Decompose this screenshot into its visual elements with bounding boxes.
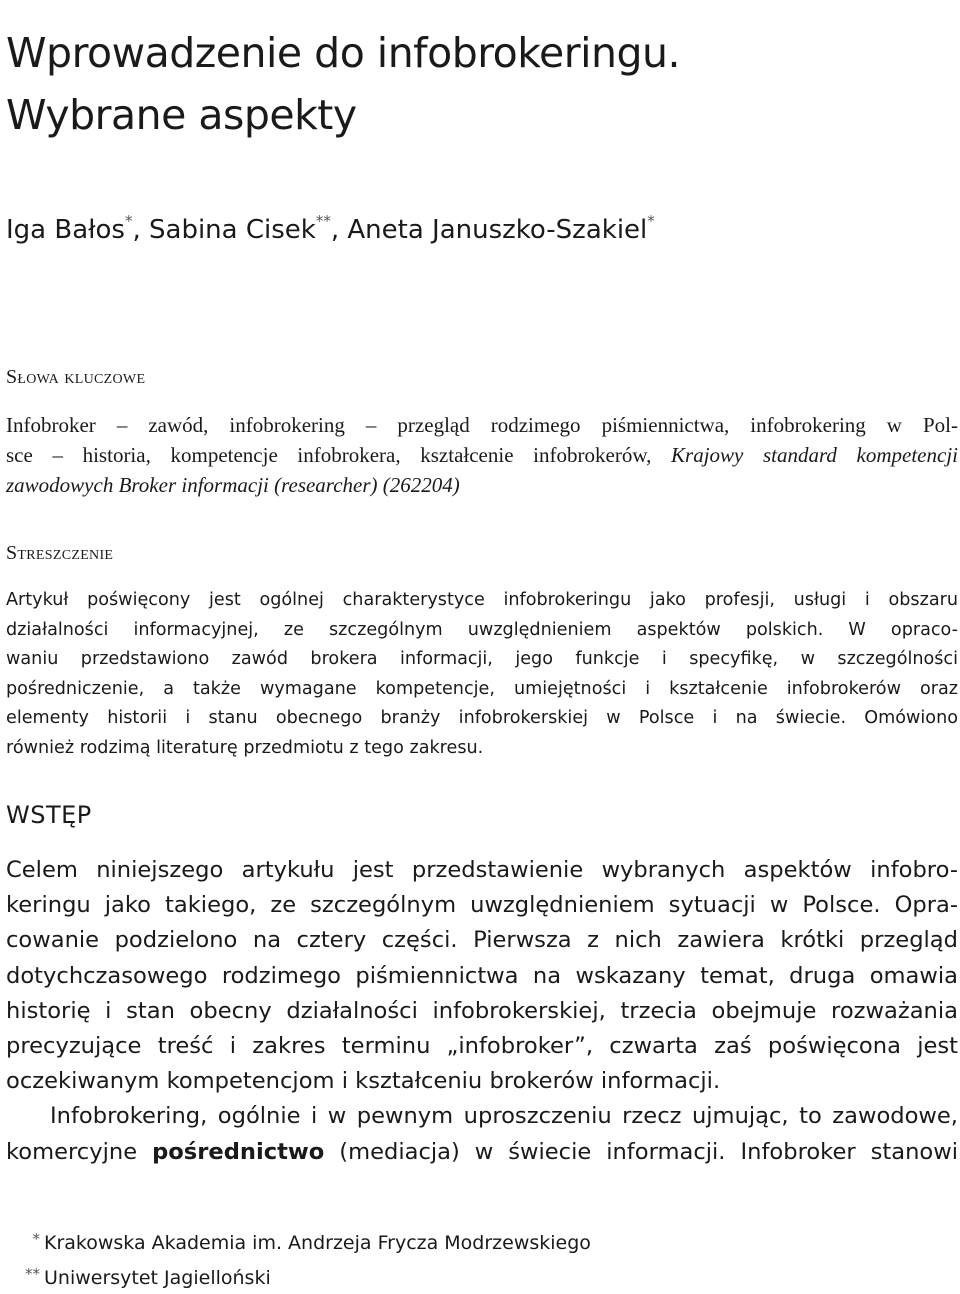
body-line: precyzujące treść i zakres terminu „infobroker”, czwarta zaś poświęcona jest [6,1033,958,1060]
body-line: cowanie podzielono na cztery części. Pierwsza z nich zawiera krótki przegląd [6,927,958,954]
bold-term: pośrednictwo [152,1138,325,1165]
affiliation-mark: ** [315,212,331,230]
author-name: Iga Bałos [6,215,125,245]
body-line: oczekiwanym kompetencjom i kształceniu brokerów informacji. [6,1068,721,1095]
footnote-mark: ** [25,1265,40,1283]
footnote-divider [6,1205,306,1206]
keywords-label: Słowa kluczowe [6,366,146,388]
footnote [6,1259,591,1294]
section-heading-intro: WSTĘP [6,801,92,829]
title-line-1: Wprowadzenie do infobrokeringu. [6,29,681,77]
title-line-2: Wybrane aspekty [6,91,357,139]
author-separator: , [132,215,150,245]
abstract-line: waniu przedstawiono zawód brokera informacji, jego funkcje i specyfikę, w szczególności [6,649,958,669]
affiliation-mark: * [647,212,655,230]
footnote [6,1224,591,1259]
body-line: Infobrokering, ogólnie i w pewnym uproszczeniu rzecz ujmując, to zawodowe, [50,1103,958,1130]
footnote-text: Krakowska Akademia im. Andrzeja Frycza Modrzewskiego [44,1232,591,1254]
author-name: Aneta Januszko-Szakiel [347,215,648,245]
affiliation-mark: * [124,212,133,230]
body-line: historię i stan obecny działalności infobrokerskiej, trzecia obejmuje rozważania [6,997,958,1024]
body-line: Celem niniejszego artykułu jest przedstawienie wybranych aspektów infobro- [6,857,958,883]
abstract-label: Streszczenie [6,542,114,564]
keywords-line: zawodowych Broker informacji (researcher) (262204) [6,473,460,497]
abstract-line: również rodzimą literaturę przedmiotu z tego zakresu. [6,737,484,758]
keywords-line: sce – historia, kompetencje infobrokera, kształcenie infobrokerów, Krajowy standard kompetencji [6,443,958,467]
footnote-text: Uniwersytet Jagielloński [44,1267,271,1289]
keywords-text [6,410,958,500]
abstract-line: Artykuł poświęcony jest ogólnej charakterystyce infobrokeringu jako profesji, usługi i obszaru [6,590,958,610]
author-name: Sabina Cisek [149,215,316,245]
article-title [6,22,956,146]
body-line: komercyjne pośrednictwo (mediacja) w świecie informacji. Infobroker stanowi [6,1138,958,1165]
body-line: dotychczasowego rodzimego piśmiennictwa na wskazany temat, druga omawia [6,962,958,989]
body-line: keringu jako takiego, ze szczególnym uwzględnieniem sytuacji w Polsce. Opra- [6,892,958,919]
abstract-line: pośredniczenie, a także wymagane kompetencje, umiejętności i kształcenie infobrokerów oraz [6,678,958,699]
intro-body [6,853,958,1170]
keywords-line: Infobroker – zawód, infobrokering – przegląd rodzimego piśmiennictwa, infobrokering w Pol- [6,413,958,437]
author-list [6,210,655,250]
footnotes [6,1224,591,1294]
author-separator: , [330,215,348,245]
abstract-line: elementy historii i stanu obecnego branży infobrokerskiej w Polsce i na świecie. Omówiono [6,708,958,728]
abstract-text [6,586,958,763]
footnote-mark: * [32,1230,40,1248]
abstract-line: działalności informacyjnej, ze szczególnym uwzględnieniem aspektów polskich. W opraco- [6,619,958,640]
